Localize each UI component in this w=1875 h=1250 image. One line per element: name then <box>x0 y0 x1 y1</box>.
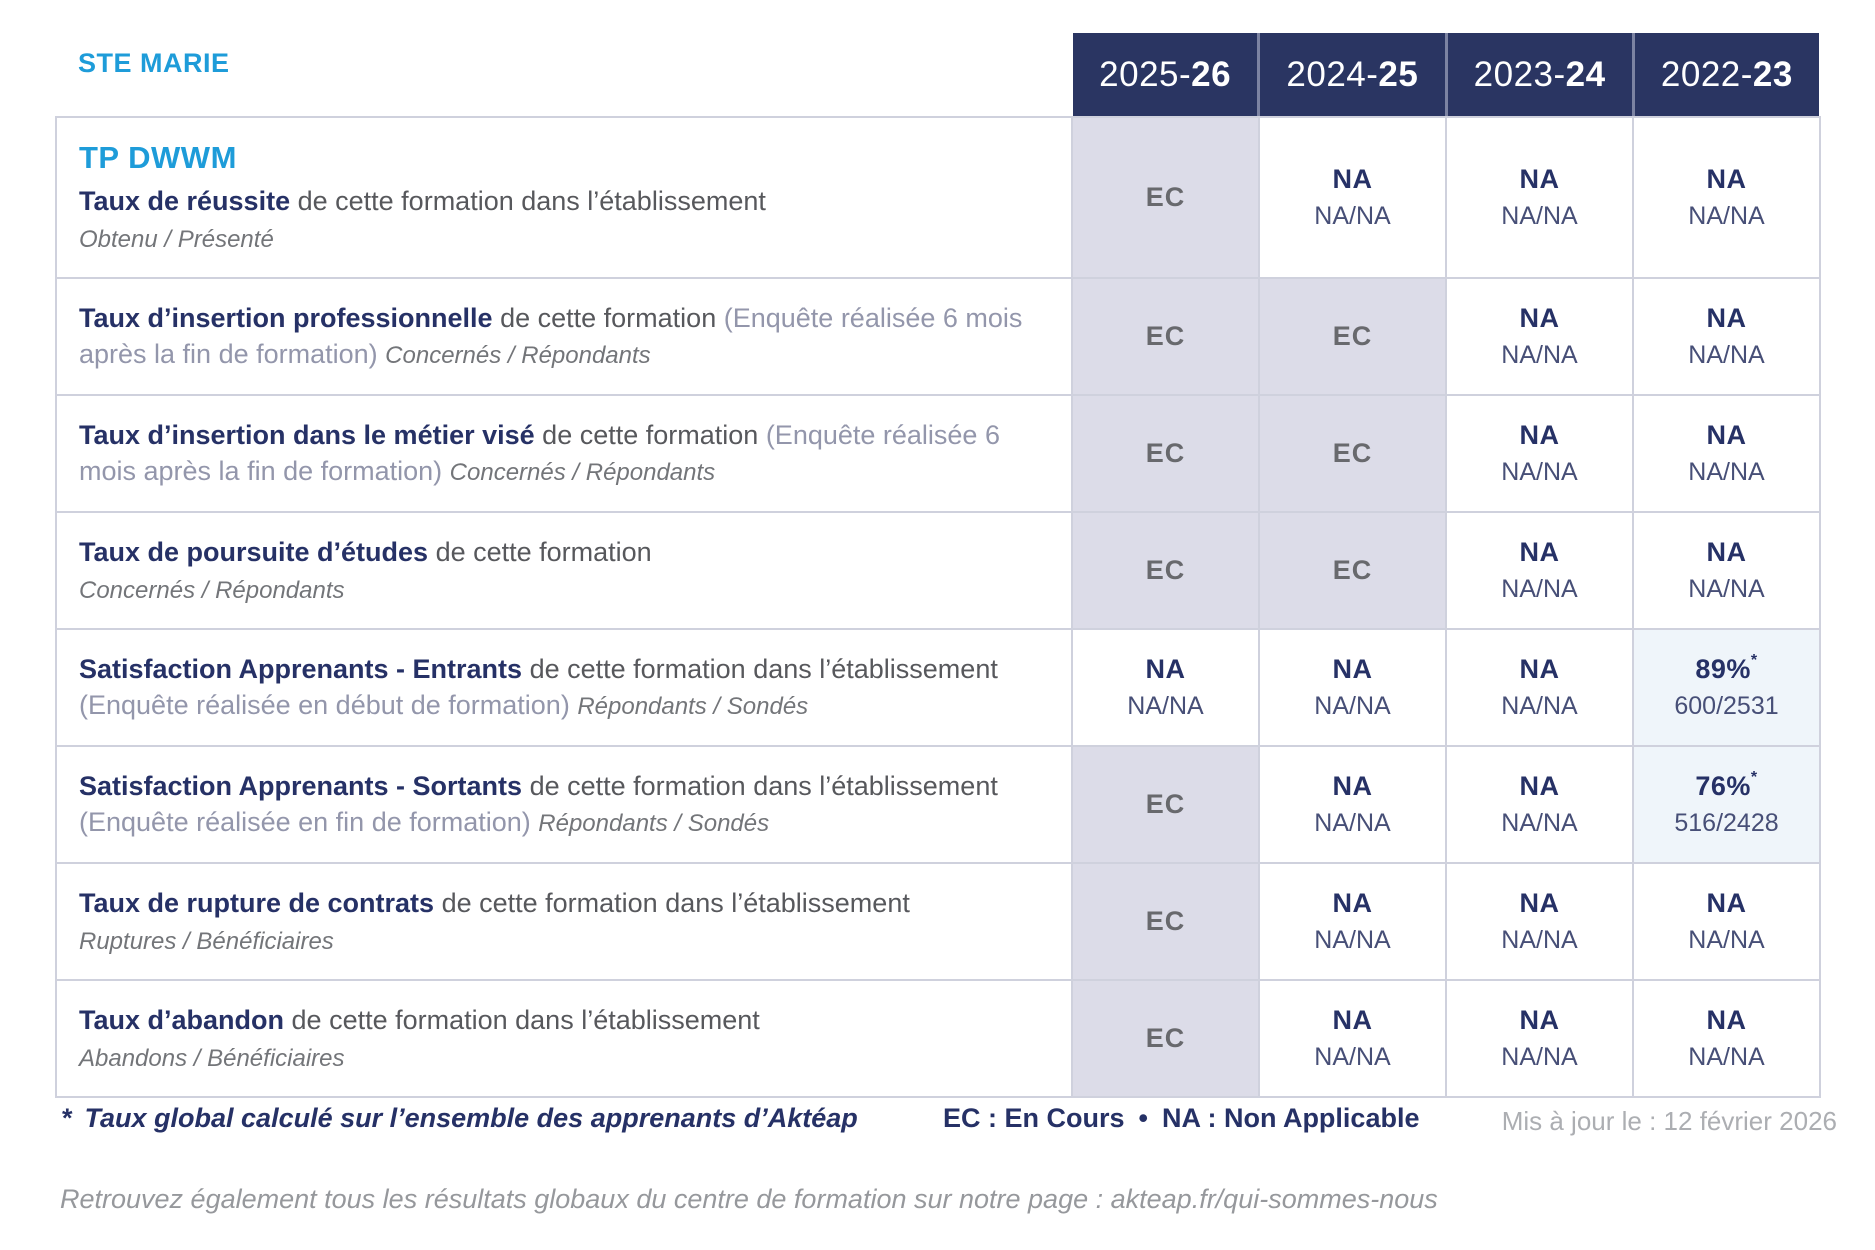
value-ec: EC <box>1145 1023 1186 1053</box>
value-cell <box>1447 118 1632 277</box>
row-text <box>79 769 1051 839</box>
row-title: Taux d’abandon <box>79 1005 285 1036</box>
value-ec: EC <box>1145 555 1186 585</box>
row-text <box>79 301 1051 371</box>
value-main <box>1695 771 1757 802</box>
value-cell <box>1073 981 1258 1096</box>
value-ec: EC <box>1145 321 1186 351</box>
row-title: Satisfaction Apprenants - Sortants <box>79 771 523 802</box>
value-main: NA <box>1519 1005 1560 1035</box>
asterisk-marker: * <box>1750 769 1758 786</box>
value-sub: NA/NA <box>1688 926 1765 954</box>
value-cell <box>1260 864 1445 979</box>
value-sub: NA/NA <box>1501 202 1578 230</box>
value-sub: NA/NA <box>1314 1043 1391 1071</box>
value-cell <box>1073 396 1258 511</box>
global-results-text: Retrouvez également tous les résultats globaux du centre de formation sur notre page : <box>60 1184 1104 1214</box>
row-label-abandon <box>57 981 1071 1096</box>
value-sub: NA/NA <box>1501 341 1578 369</box>
value-cell <box>1634 513 1819 628</box>
row-sublabel: Concernés / Répondants <box>385 341 651 369</box>
value-percent: 89% <box>1695 654 1751 684</box>
row-desc: de cette formation dans l’établissement <box>441 888 910 919</box>
value-ec: EC <box>1145 182 1186 212</box>
value-sub: NA/NA <box>1314 202 1391 230</box>
value-cell <box>1634 396 1819 511</box>
value-main: NA <box>1519 303 1560 333</box>
value-sub: NA/NA <box>1688 1043 1765 1071</box>
legend-na: NA : Non Applicable <box>1161 1103 1420 1133</box>
value-cell <box>1634 864 1819 979</box>
row-sublabel: Ruptures / Bénéficiaires <box>79 927 334 955</box>
legend <box>943 1103 1419 1134</box>
row-label-satisfaction-entrants <box>57 630 1071 745</box>
value-main: NA <box>1332 888 1373 918</box>
row-sublabel: Abandons / Bénéficiaires <box>79 1044 345 1072</box>
value-cell <box>1634 981 1819 1096</box>
row-desc: de cette formation dans l’établissement <box>291 1005 760 1036</box>
site-name: STE MARIE <box>78 48 230 78</box>
value-sub: NA/NA <box>1127 692 1204 720</box>
year-column-2025-26 <box>1073 33 1257 116</box>
footnote-global-rate <box>62 1103 858 1134</box>
value-main: NA <box>1519 537 1560 567</box>
value-main: NA <box>1519 771 1560 801</box>
value-sub: 600/2531 <box>1674 692 1779 720</box>
year-prefix: 2024- <box>1286 54 1379 94</box>
row-desc: de cette formation dans l’établissement <box>529 771 998 802</box>
value-main: NA <box>1519 164 1560 194</box>
row-title: Taux de rupture de contrats <box>79 888 435 919</box>
value-cell <box>1447 747 1632 862</box>
row-title: Taux de réussite <box>79 186 291 217</box>
row-title: Taux de poursuite d’études <box>79 537 429 568</box>
value-cell-percentage <box>1634 630 1819 745</box>
value-main: NA <box>1332 771 1373 801</box>
value-cell <box>1260 747 1445 862</box>
value-ec: EC <box>1332 555 1373 585</box>
results-table <box>55 116 1821 1098</box>
bullet-separator: • <box>1138 1103 1148 1133</box>
value-cell <box>1260 279 1445 394</box>
value-sub: NA/NA <box>1501 575 1578 603</box>
value-main: NA <box>1706 303 1747 333</box>
value-ec: EC <box>1145 438 1186 468</box>
value-cell <box>1634 279 1819 394</box>
row-desc: de cette formation <box>500 303 717 334</box>
row-paren: (Enquête réalisée en fin de formation) <box>79 806 531 837</box>
value-sub: NA/NA <box>1501 926 1578 954</box>
value-sub: NA/NA <box>1688 575 1765 603</box>
year-bold: 24 <box>1565 54 1606 94</box>
value-cell <box>1447 981 1632 1096</box>
row-desc: de cette formation <box>542 420 759 451</box>
row-title: Taux d’insertion dans le métier visé <box>79 420 535 451</box>
value-main: NA <box>1145 654 1186 684</box>
value-main: NA <box>1706 888 1747 918</box>
row-text <box>79 535 1051 570</box>
row-label-taux-de-reussite <box>57 118 1071 277</box>
value-cell <box>1073 864 1258 979</box>
footnote-text: Taux global calculé sur l’ensemble des apprenants d’Aktéap <box>84 1103 858 1133</box>
value-sub: NA/NA <box>1314 692 1391 720</box>
value-cell <box>1260 630 1445 745</box>
value-sub: NA/NA <box>1501 809 1578 837</box>
value-cell <box>1447 864 1632 979</box>
row-label-insertion-professionnelle <box>57 279 1071 394</box>
value-sub: NA/NA <box>1501 458 1578 486</box>
asterisk-marker: * <box>62 1103 73 1133</box>
year-column-2024-25 <box>1257 33 1444 116</box>
year-bold: 26 <box>1191 54 1232 94</box>
value-cell <box>1260 981 1445 1096</box>
row-sublabel: Répondants / Sondés <box>577 692 809 720</box>
value-ec: EC <box>1332 321 1373 351</box>
value-sub: NA/NA <box>1314 926 1391 954</box>
row-sublabel: Répondants / Sondés <box>538 809 770 837</box>
value-cell <box>1073 513 1258 628</box>
value-cell <box>1634 118 1819 277</box>
row-title: Satisfaction Apprenants - Entrants <box>79 654 523 685</box>
value-sub: NA/NA <box>1501 692 1578 720</box>
year-prefix: 2025- <box>1099 54 1192 94</box>
value-percent: 76% <box>1695 771 1751 801</box>
year-prefix: 2023- <box>1473 54 1566 94</box>
value-sub: NA/NA <box>1314 809 1391 837</box>
year-bold: 25 <box>1378 54 1419 94</box>
row-text <box>79 652 1051 722</box>
value-cell <box>1447 279 1632 394</box>
row-text <box>79 184 1051 219</box>
row-label-satisfaction-sortants <box>57 747 1071 862</box>
row-text <box>79 886 1051 921</box>
row-paren: (Enquête réalisée en début de formation) <box>79 689 570 720</box>
year-column-2023-24 <box>1445 33 1632 116</box>
value-sub: 516/2428 <box>1674 809 1779 837</box>
value-main: NA <box>1519 420 1560 450</box>
value-main: NA <box>1706 420 1747 450</box>
value-main: NA <box>1706 164 1747 194</box>
value-main <box>1695 654 1757 685</box>
value-sub: NA/NA <box>1501 1043 1578 1071</box>
year-column-2022-23 <box>1632 33 1819 116</box>
value-cell <box>1073 118 1258 277</box>
value-cell <box>1447 630 1632 745</box>
value-cell <box>1073 630 1258 745</box>
value-main: NA <box>1519 654 1560 684</box>
value-main: NA <box>1519 888 1560 918</box>
value-sub: NA/NA <box>1688 202 1765 230</box>
row-label-poursuite-etudes <box>57 513 1071 628</box>
row-desc: de cette formation dans l’établissement <box>297 186 766 217</box>
value-main: NA <box>1706 1005 1747 1035</box>
asterisk-marker: * <box>1750 652 1758 669</box>
value-cell <box>1260 396 1445 511</box>
row-sublabel: Obtenu / Présenté <box>79 225 274 253</box>
year-bold: 23 <box>1752 54 1793 94</box>
value-main: NA <box>1332 164 1373 194</box>
value-cell <box>1447 513 1632 628</box>
value-ec: EC <box>1332 438 1373 468</box>
row-desc: de cette formation dans l’établissement <box>529 654 998 685</box>
row-paren: (Enquête réalisée 6 mois après la fin de formation) <box>79 420 1000 486</box>
row-sublabel: Concernés / Répondants <box>79 576 345 604</box>
row-paren: (Enquête réalisée 6 mois après la fin de formation) <box>79 303 1023 369</box>
row-label-insertion-metier-vise <box>57 396 1071 511</box>
value-ec: EC <box>1145 789 1186 819</box>
row-label-rupture-contrats <box>57 864 1071 979</box>
value-ec: EC <box>1145 906 1186 936</box>
program-title: TP DWWM <box>79 140 237 176</box>
last-updated: Mis à jour le : 12 février 2026 <box>1501 1106 1837 1136</box>
row-desc: de cette formation <box>435 537 652 568</box>
value-sub: NA/NA <box>1688 458 1765 486</box>
value-cell <box>1073 279 1258 394</box>
akteap-link[interactable]: akteap.fr/qui-sommes-nous <box>1110 1184 1438 1214</box>
global-results-note <box>60 1184 1438 1215</box>
row-title: Taux d’insertion professionnelle <box>79 303 493 334</box>
legend-ec: EC : En Cours <box>943 1103 1125 1133</box>
value-sub: NA/NA <box>1688 341 1765 369</box>
year-header <box>1073 33 1819 116</box>
value-main: NA <box>1706 537 1747 567</box>
value-main: NA <box>1332 654 1373 684</box>
value-cell <box>1073 747 1258 862</box>
row-text <box>79 418 1051 488</box>
value-cell-percentage <box>1634 747 1819 862</box>
row-sublabel: Concernés / Répondants <box>449 458 716 486</box>
value-cell <box>1260 513 1445 628</box>
year-prefix: 2022- <box>1660 54 1753 94</box>
value-cell <box>1260 118 1445 277</box>
value-cell <box>1447 396 1632 511</box>
value-main: NA <box>1332 1005 1373 1035</box>
row-text <box>79 1003 1051 1038</box>
